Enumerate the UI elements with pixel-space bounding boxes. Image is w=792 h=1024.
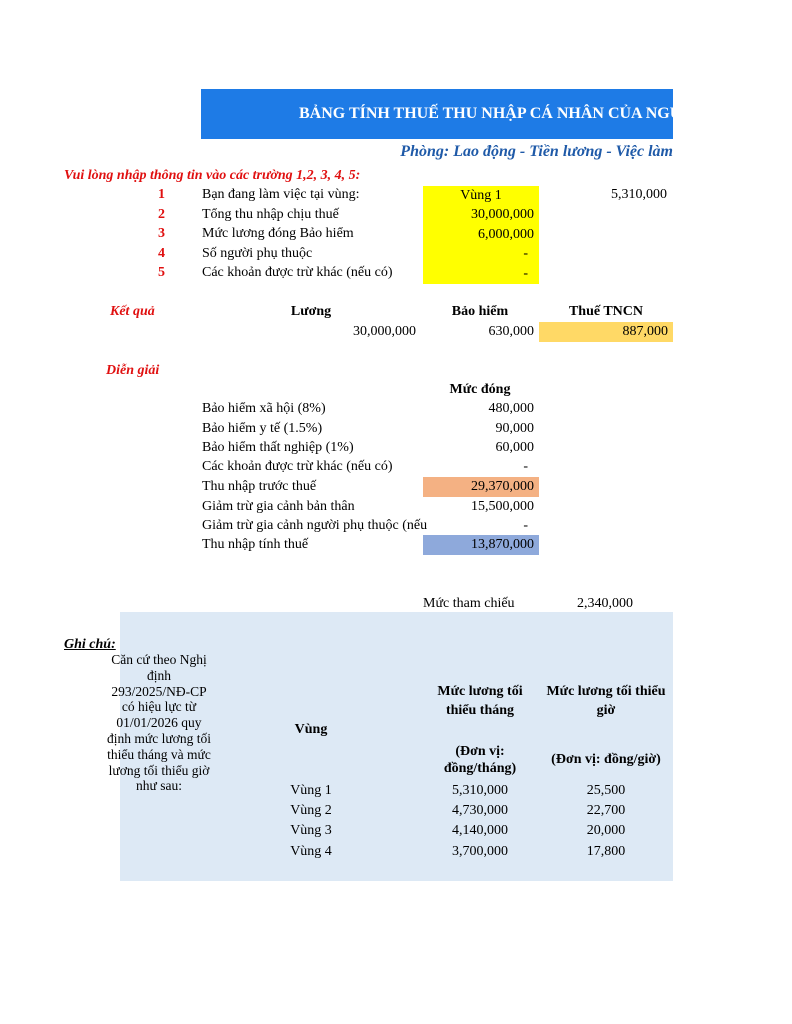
wage-table-hourly: 20,000	[586, 823, 626, 838]
result-label: Kết quả	[110, 304, 155, 319]
pre-tax-income-value: 29,370,000	[423, 477, 539, 497]
taxable-income-value: 13,870,000	[423, 535, 539, 555]
wage-table-hourly: 17,800	[586, 844, 626, 859]
result-salary-value: 30,000,000	[353, 324, 416, 339]
wage-table-region: Vùng 4	[290, 844, 332, 859]
result-header-insurance: Bảo hiểm	[451, 304, 509, 319]
input-label-dependents: Số người phụ thuộc	[202, 246, 313, 261]
input-number: 2	[158, 207, 165, 222]
wage-table-header-region: Vùng	[294, 722, 328, 737]
wage-table-header-hourly: Mức lương tối thiểu giờ	[546, 684, 666, 718]
result-header-salary: Lương	[290, 304, 332, 319]
other-deductions-input[interactable]: -	[423, 264, 539, 284]
input-number: 4	[158, 246, 165, 261]
explanation-label: Diễn giải	[106, 363, 160, 378]
notes-text: Căn cứ theo Nghị định 293/2025/NĐ-CP có hiệu lực từ 01/01/2026 quy định mức lương tối thiểu tháng và mức lương tối thiểu giờ như sau:	[107, 652, 211, 794]
reference-label: Mức tham chiếu	[423, 596, 515, 611]
wage-table-monthly: 3,700,000	[452, 844, 508, 859]
explanation-row-value: 15,500,000	[471, 499, 534, 514]
reference-value: 2,340,000	[577, 596, 633, 611]
dependents-input[interactable]: -	[423, 244, 539, 264]
notes-label: Ghi chú:	[64, 637, 116, 652]
input-number: 3	[158, 226, 165, 241]
explanation-row-label: Thu nhập trước thuế	[202, 479, 317, 494]
explanation-row-label: Bảo hiểm y tế (1.5%)	[202, 421, 323, 436]
input-number: 1	[158, 187, 165, 202]
explanation-header: Mức đóng	[449, 382, 511, 397]
wage-table-header-monthly-unit: (Đơn vị: đồng/tháng)	[443, 744, 517, 776]
input-label-region: Bạn đang làm việc tại vùng:	[202, 187, 360, 202]
explanation-row-value: -	[523, 459, 528, 474]
explanation-row-value: 60,000	[495, 440, 534, 455]
wage-table-monthly: 4,140,000	[452, 823, 508, 838]
region-select[interactable]: Vùng 1	[423, 186, 539, 205]
wage-table-region: Vùng 2	[290, 803, 332, 818]
wage-table-region: Vùng 3	[290, 823, 332, 838]
explanation-row-value: 90,000	[495, 421, 534, 436]
result-header-tax: Thuế TNCN	[568, 304, 644, 319]
wage-table-hourly: 22,700	[586, 803, 626, 818]
result-tax-value: 887,000	[539, 322, 673, 342]
explanation-row-label: Các khoản được trừ khác (nếu có)	[202, 459, 393, 474]
explanation-row-value: -	[523, 518, 528, 533]
explanation-row-label: Giảm trừ gia cảnh người phụ thuộc (nếu	[202, 518, 428, 533]
department-subtitle: Phòng: Lao động - Tiền lương - Việc làm	[400, 143, 673, 160]
explanation-row-label: Thu nhập tính thuế	[202, 537, 309, 552]
input-prompt: Vui lòng nhập thông tin vào các trường 1,2, 3, 4, 5:	[64, 168, 361, 183]
input-number: 5	[158, 265, 165, 280]
input-label-income: Tổng thu nhập chịu thuế	[202, 207, 339, 222]
explanation-row-label: Bảo hiểm thất nghiệp (1%)	[202, 440, 354, 455]
wage-table-region: Vùng 1	[290, 783, 332, 798]
input-label-insurance-salary: Mức lương đóng Bảo hiểm	[202, 226, 354, 241]
input-label-other-deductions: Các khoản được trừ khác (nếu có)	[202, 265, 393, 280]
explanation-row-value: 480,000	[488, 401, 534, 416]
wage-table-header-monthly: Mức lương tối thiểu tháng	[437, 684, 523, 718]
region-min-wage: 5,310,000	[611, 187, 667, 202]
insurance-salary-input[interactable]: 6,000,000	[423, 225, 539, 244]
wage-table-monthly: 5,310,000	[452, 783, 508, 798]
wage-table-header-hourly-unit: (Đơn vị: đồng/giờ)	[551, 752, 661, 767]
title-banner	[201, 89, 792, 139]
wage-table-monthly: 4,730,000	[452, 803, 508, 818]
explanation-row-label: Bảo hiểm xã hội (8%)	[202, 401, 326, 416]
explanation-row-label: Giảm trừ gia cảnh bản thân	[202, 499, 355, 514]
result-insurance-value: 630,000	[488, 324, 534, 339]
taxable-income-input[interactable]: 30,000,000	[423, 205, 539, 225]
page-title: BẢNG TÍNH THUẾ THU NHẬP CÁ NHÂN CỦA NGƯỜI LAO ĐỘNG	[299, 105, 792, 122]
wage-table-hourly: 25,500	[586, 783, 626, 798]
